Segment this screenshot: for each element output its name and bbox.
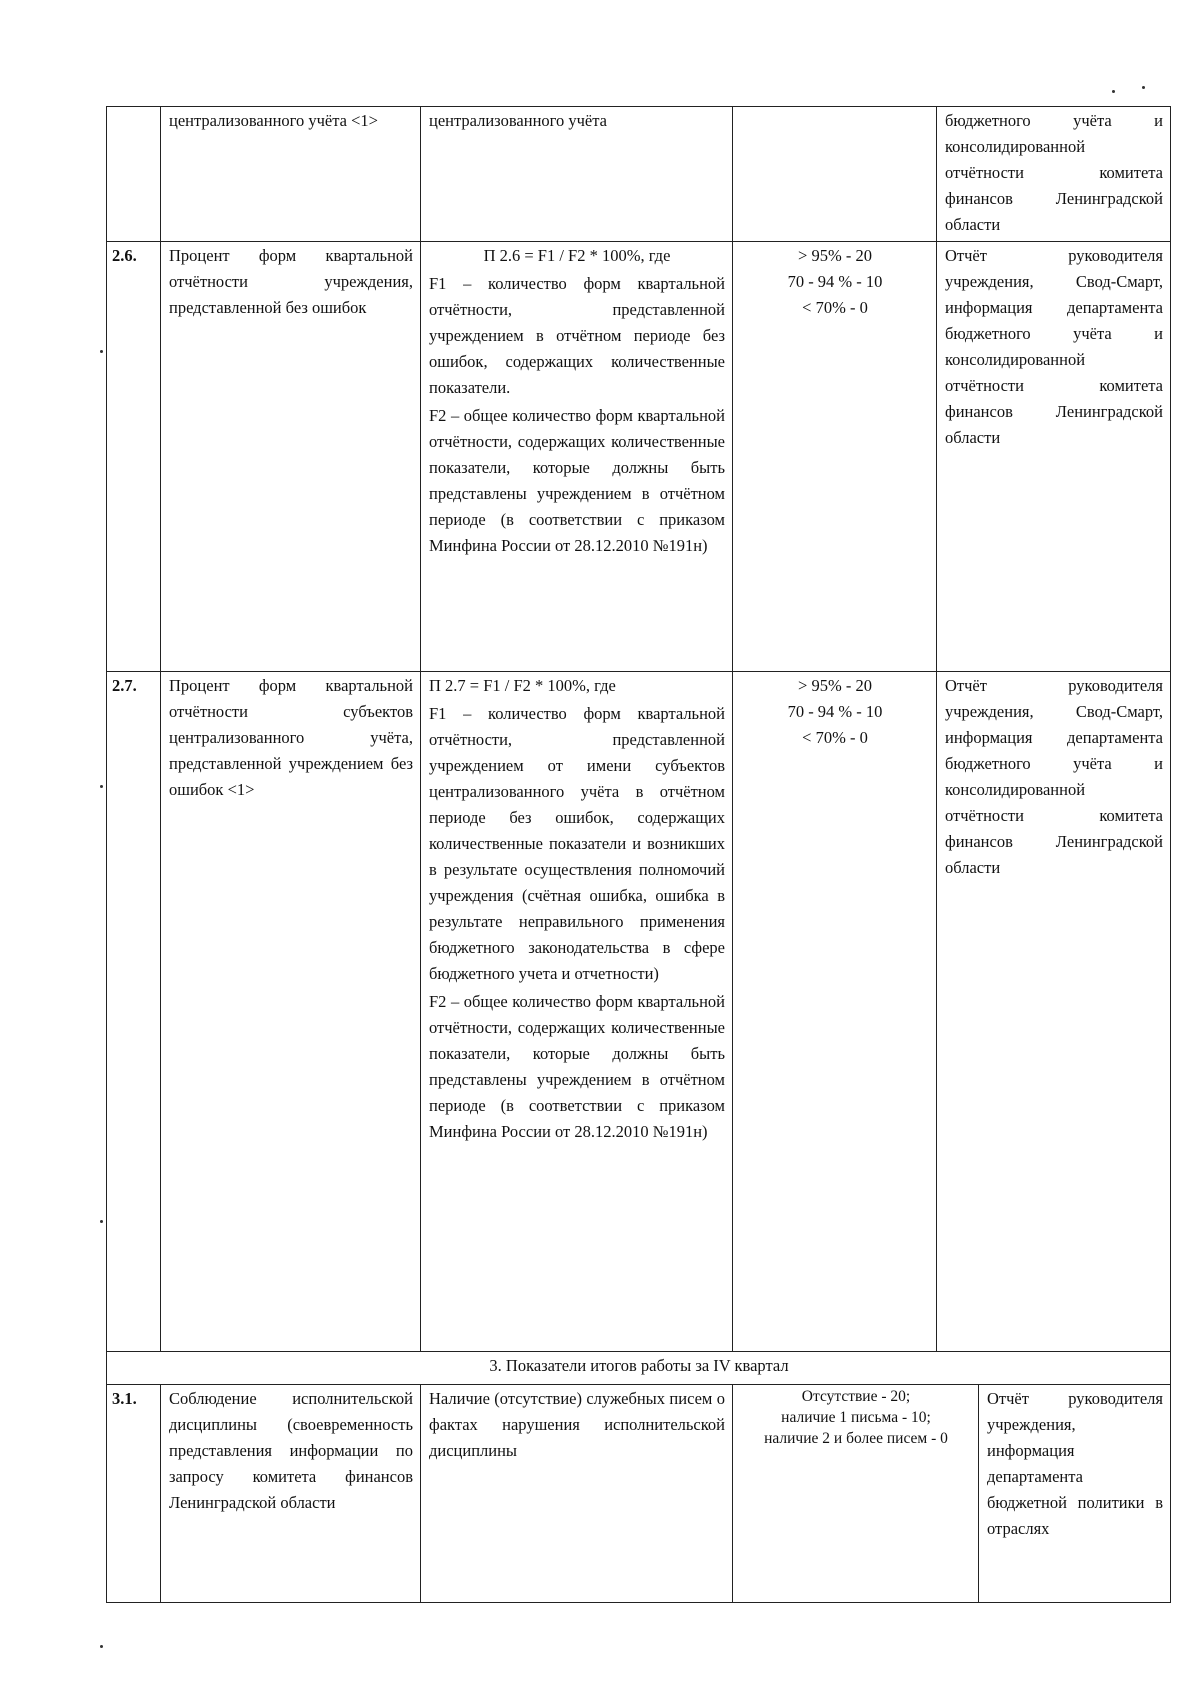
indicator-name-cell: Соблюдение исполнительской дисциплины (своевременность представления информации по запросу комитета финансов Ленинградской области xyxy=(161,1385,421,1603)
scan-speck xyxy=(100,1645,103,1648)
formula-cell xyxy=(421,242,733,672)
formula-cell: Наличие (отсутствие) служебных писем о фактах нарушения исполнительской дисциплины xyxy=(421,1385,733,1603)
formula-cell: централизованного учёта xyxy=(421,107,733,242)
criteria-line: > 95% - 20 xyxy=(798,676,872,695)
source-cell: Отчёт руководителя учреждения, информация департамента бюджетной политики в отраслях xyxy=(979,1385,1171,1603)
table-row-continuation xyxy=(107,107,1171,242)
scan-speck xyxy=(1142,86,1145,89)
row-number-cell xyxy=(107,107,161,242)
indicator-name-cell: Процент форм квартальной отчётности учреждения, представленной без ошибок xyxy=(161,242,421,672)
row-number-cell: 3.1. xyxy=(107,1385,161,1603)
criteria-line: < 70% - 0 xyxy=(802,728,868,747)
formula-f1: F1 – количество форм квартальной отчётности, представленной учреждением от имени субъектов централизованного учёта в отчётном периоде без ошибок, содержащих количественные показатели и возникших в результате осуществления полномочий учреждения (счётная ошибка, ошибка в результате неправильного применения бюджетного законодательства в сфере бюджетного учета и отчетности) xyxy=(429,704,725,983)
formula-cell xyxy=(421,672,733,1352)
table-row-2-6 xyxy=(107,242,1171,672)
criteria-cell xyxy=(733,672,937,1352)
criteria-line: 70 - 94 % - 10 xyxy=(787,702,883,721)
section-title: 3. Показатели итогов работы за IV квартал xyxy=(107,1352,1171,1385)
table-row-2-7 xyxy=(107,672,1171,1352)
indicator-name-cell: Процент форм квартальной отчётности субъектов централизованного учёта, представленной учреждением без ошибок <1> xyxy=(161,672,421,1352)
table-row-3-1 xyxy=(107,1385,1171,1603)
criteria-line: наличие 2 и более писем - 0 xyxy=(764,1430,948,1447)
source-cell: бюджетного учёта и консолидированной отчётности комитета финансов Ленинградской области xyxy=(937,107,1171,242)
criteria-cell xyxy=(733,1385,979,1603)
formula-head: П 2.7 = F1 / F2 * 100%, где xyxy=(429,676,616,695)
criteria-line: < 70% - 0 xyxy=(802,298,868,317)
scan-speck xyxy=(100,350,103,353)
scan-speck xyxy=(100,785,103,788)
row-number-cell: 2.7. xyxy=(107,672,161,1352)
criteria-line: наличие 1 письма - 10; xyxy=(781,1409,931,1426)
indicators-table xyxy=(106,106,1171,1603)
criteria-cell xyxy=(733,242,937,672)
formula-f2: F2 – общее количество форм квартальной отчётности, содержащих количественные показатели, которые должны быть представлены учреждением в отчётном периоде (в соответствии с приказом Минфина России от 28.12.2010 №191н) xyxy=(429,992,725,1141)
criteria-line: 70 - 94 % - 10 xyxy=(787,272,883,291)
criteria-line: > 95% - 20 xyxy=(798,246,872,265)
scan-speck xyxy=(100,1220,103,1223)
formula-head: П 2.6 = F1 / F2 * 100%, где xyxy=(483,246,671,265)
section-header-row xyxy=(107,1352,1171,1385)
source-cell: Отчёт руководителя учреждения, Свод-Смарт, информация департамента бюджетного учёта и консолидированной отчётности комитета финансов Ленинградской области xyxy=(937,242,1171,672)
indicator-name-cell: централизованного учёта <1> xyxy=(161,107,421,242)
row-number-cell: 2.6. xyxy=(107,242,161,672)
scan-speck xyxy=(1112,90,1115,93)
criteria-line: Отсутствие - 20; xyxy=(801,1388,911,1405)
source-cell: Отчёт руководителя учреждения, Свод-Смарт, информация департамента бюджетного учёта и консолидированной отчётности комитета финансов Ленинградской области xyxy=(937,672,1171,1352)
formula-f1: F1 – количество форм квартальной отчётности, представленной учреждением в отчётном периоде без ошибок, содержащих количественные показатели. xyxy=(429,274,725,397)
formula-f2: F2 – общее количество форм квартальной отчётности, содержащих количественные показатели, которые должны быть представлены учреждением в отчётном периоде (в соответствии с приказом Минфина России от 28.12.2010 №191н) xyxy=(429,406,725,555)
criteria-cell xyxy=(733,107,937,242)
